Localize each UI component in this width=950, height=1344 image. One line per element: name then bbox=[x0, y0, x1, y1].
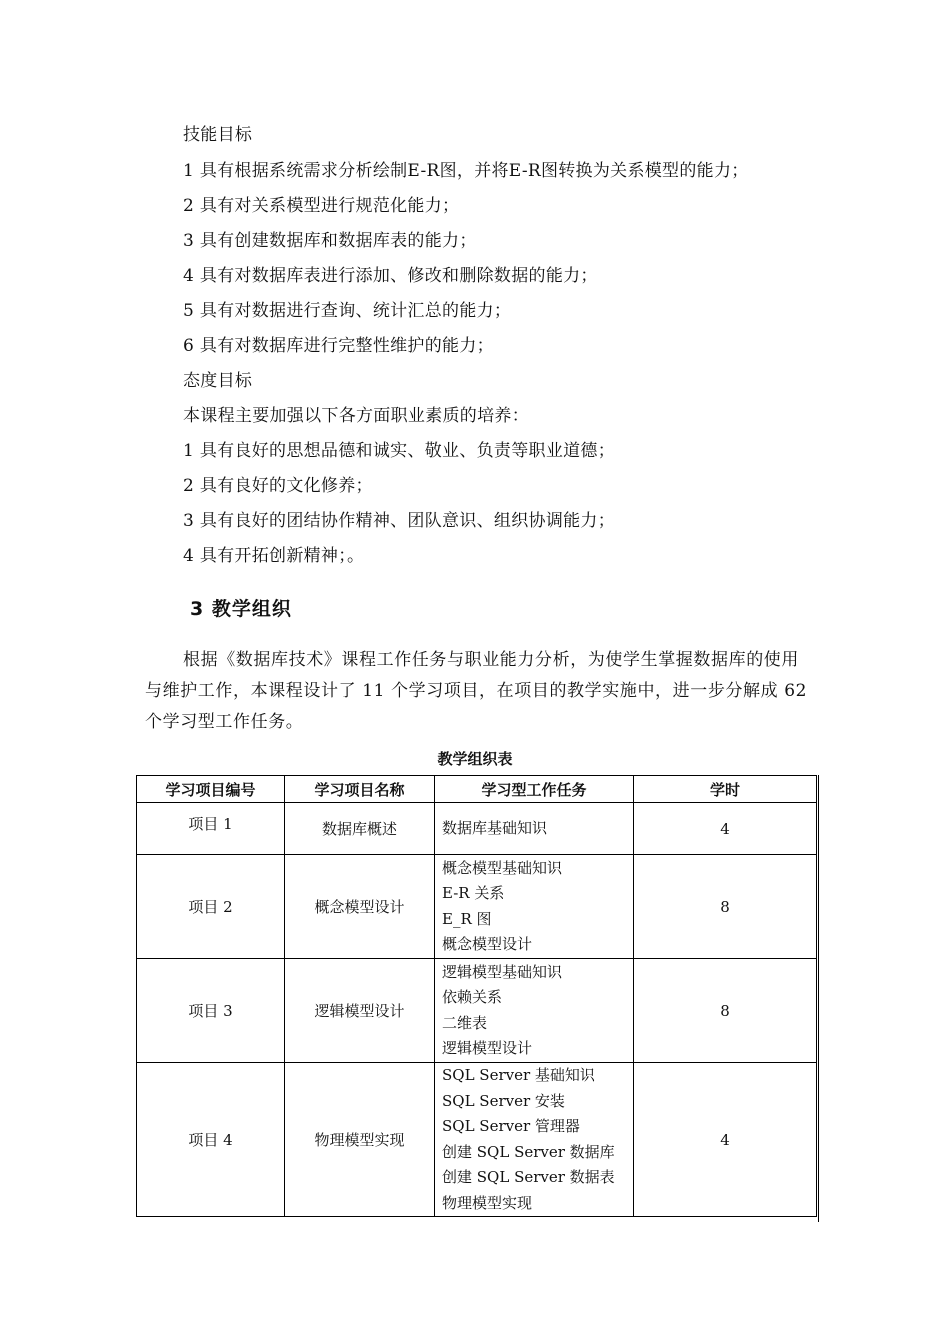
table-caption: 教学组织表 bbox=[437, 750, 513, 768]
task-item: 依赖关系 bbox=[442, 988, 503, 1006]
paragraph-text: 根据《数据库技术》课程工作任务与职业能力分析，为使学生掌握数据库的使用与维护工作，本课程设计了 11 个学习项目，在项目的教学实施中，进一步分解成 62 个学习型工作任务。 bbox=[145, 650, 808, 732]
project-id-cell: 项目 2 bbox=[137, 855, 285, 959]
project-name-cell: 逻辑模型设计 bbox=[285, 959, 435, 1063]
task-item: SQL Server 管理器 bbox=[442, 1117, 580, 1135]
task-item: SQL Server 基础知识 bbox=[442, 1066, 595, 1084]
project-id-cell: 项目 4 bbox=[137, 1063, 285, 1217]
project-name-cell: 物理模型实现 bbox=[285, 1063, 435, 1217]
hours-cell: 4 bbox=[634, 1063, 817, 1217]
table-header-row bbox=[137, 776, 817, 803]
task-item: 二维表 bbox=[442, 1013, 488, 1032]
skill-item: 5 具有对数据进行查询、统计汇总的能力； bbox=[183, 301, 512, 321]
table-row bbox=[137, 1063, 817, 1217]
section-paragraph bbox=[145, 645, 815, 738]
attitude-item: 1 具有良好的思想品德和诚实、敬业、负责等职业道德； bbox=[183, 441, 616, 461]
task-item: 数据库基础知识 bbox=[442, 818, 548, 837]
header-cell: 学习型工作任务 bbox=[435, 776, 634, 803]
teaching-organization-table bbox=[136, 775, 817, 1217]
skill-item: 6 具有对数据库进行完整性维护的能力； bbox=[183, 336, 494, 356]
header-cell: 学习项目名称 bbox=[285, 776, 435, 803]
hours-cell: 4 bbox=[634, 803, 817, 855]
project-id-cell: 项目 3 bbox=[137, 959, 285, 1063]
header-cell: 学习项目编号 bbox=[137, 776, 285, 803]
skill-item: 1 具有根据系统需求分析绘制E-R图，并将E-R图转换为关系模型的能力； bbox=[183, 161, 749, 181]
task-item: E-R 关系 bbox=[442, 884, 505, 902]
attitude-item: 4 具有开拓创新精神；。 bbox=[183, 546, 365, 566]
task-item: 创建 SQL Server 数据表 bbox=[442, 1168, 615, 1186]
task-item: 逻辑模型设计 bbox=[442, 1039, 533, 1057]
task-item: SQL Server 安装 bbox=[442, 1091, 565, 1110]
task-item: E_R 图 bbox=[442, 909, 492, 928]
project-id-cell: 项目 1 bbox=[137, 803, 285, 855]
task-cell bbox=[435, 855, 634, 959]
project-name-cell: 数据库概述 bbox=[285, 803, 435, 855]
skill-item: 3 具有创建数据库和数据库表的能力； bbox=[183, 231, 477, 251]
task-cell bbox=[435, 1063, 634, 1217]
task-item: 概念模型基础知识 bbox=[442, 858, 563, 877]
attitude-intro: 本课程主要加强以下各方面职业素质的培养： bbox=[183, 406, 529, 426]
table-row bbox=[137, 855, 817, 959]
skills-title: 技能目标 bbox=[183, 125, 253, 145]
skill-item: 2 具有对关系模型进行规范化能力； bbox=[183, 196, 460, 216]
hours-cell: 8 bbox=[634, 959, 817, 1063]
table-right-rule bbox=[818, 775, 819, 1222]
header-cell: 学时 bbox=[634, 776, 817, 803]
task-item: 概念模型设计 bbox=[442, 935, 533, 953]
skill-item: 4 具有对数据库表进行添加、修改和删除数据的能力； bbox=[183, 266, 598, 286]
attitude-item: 2 具有良好的文化修养； bbox=[183, 476, 373, 496]
section-heading: 3 教学组织 bbox=[190, 598, 292, 620]
task-item: 创建 SQL Server 数据库 bbox=[442, 1142, 615, 1161]
task-item: 物理模型实现 bbox=[442, 1193, 533, 1212]
project-name-cell: 概念模型设计 bbox=[285, 855, 435, 959]
hours-cell: 8 bbox=[634, 855, 817, 959]
task-cell bbox=[435, 959, 634, 1063]
table-row bbox=[137, 959, 817, 1063]
attitude-item: 3 具有良好的团结协作精神、团队意识、组织协调能力； bbox=[183, 511, 616, 531]
task-cell bbox=[435, 803, 634, 855]
table-row bbox=[137, 803, 817, 855]
attitude-title: 态度目标 bbox=[183, 371, 253, 391]
task-item: 逻辑模型基础知识 bbox=[442, 962, 563, 981]
